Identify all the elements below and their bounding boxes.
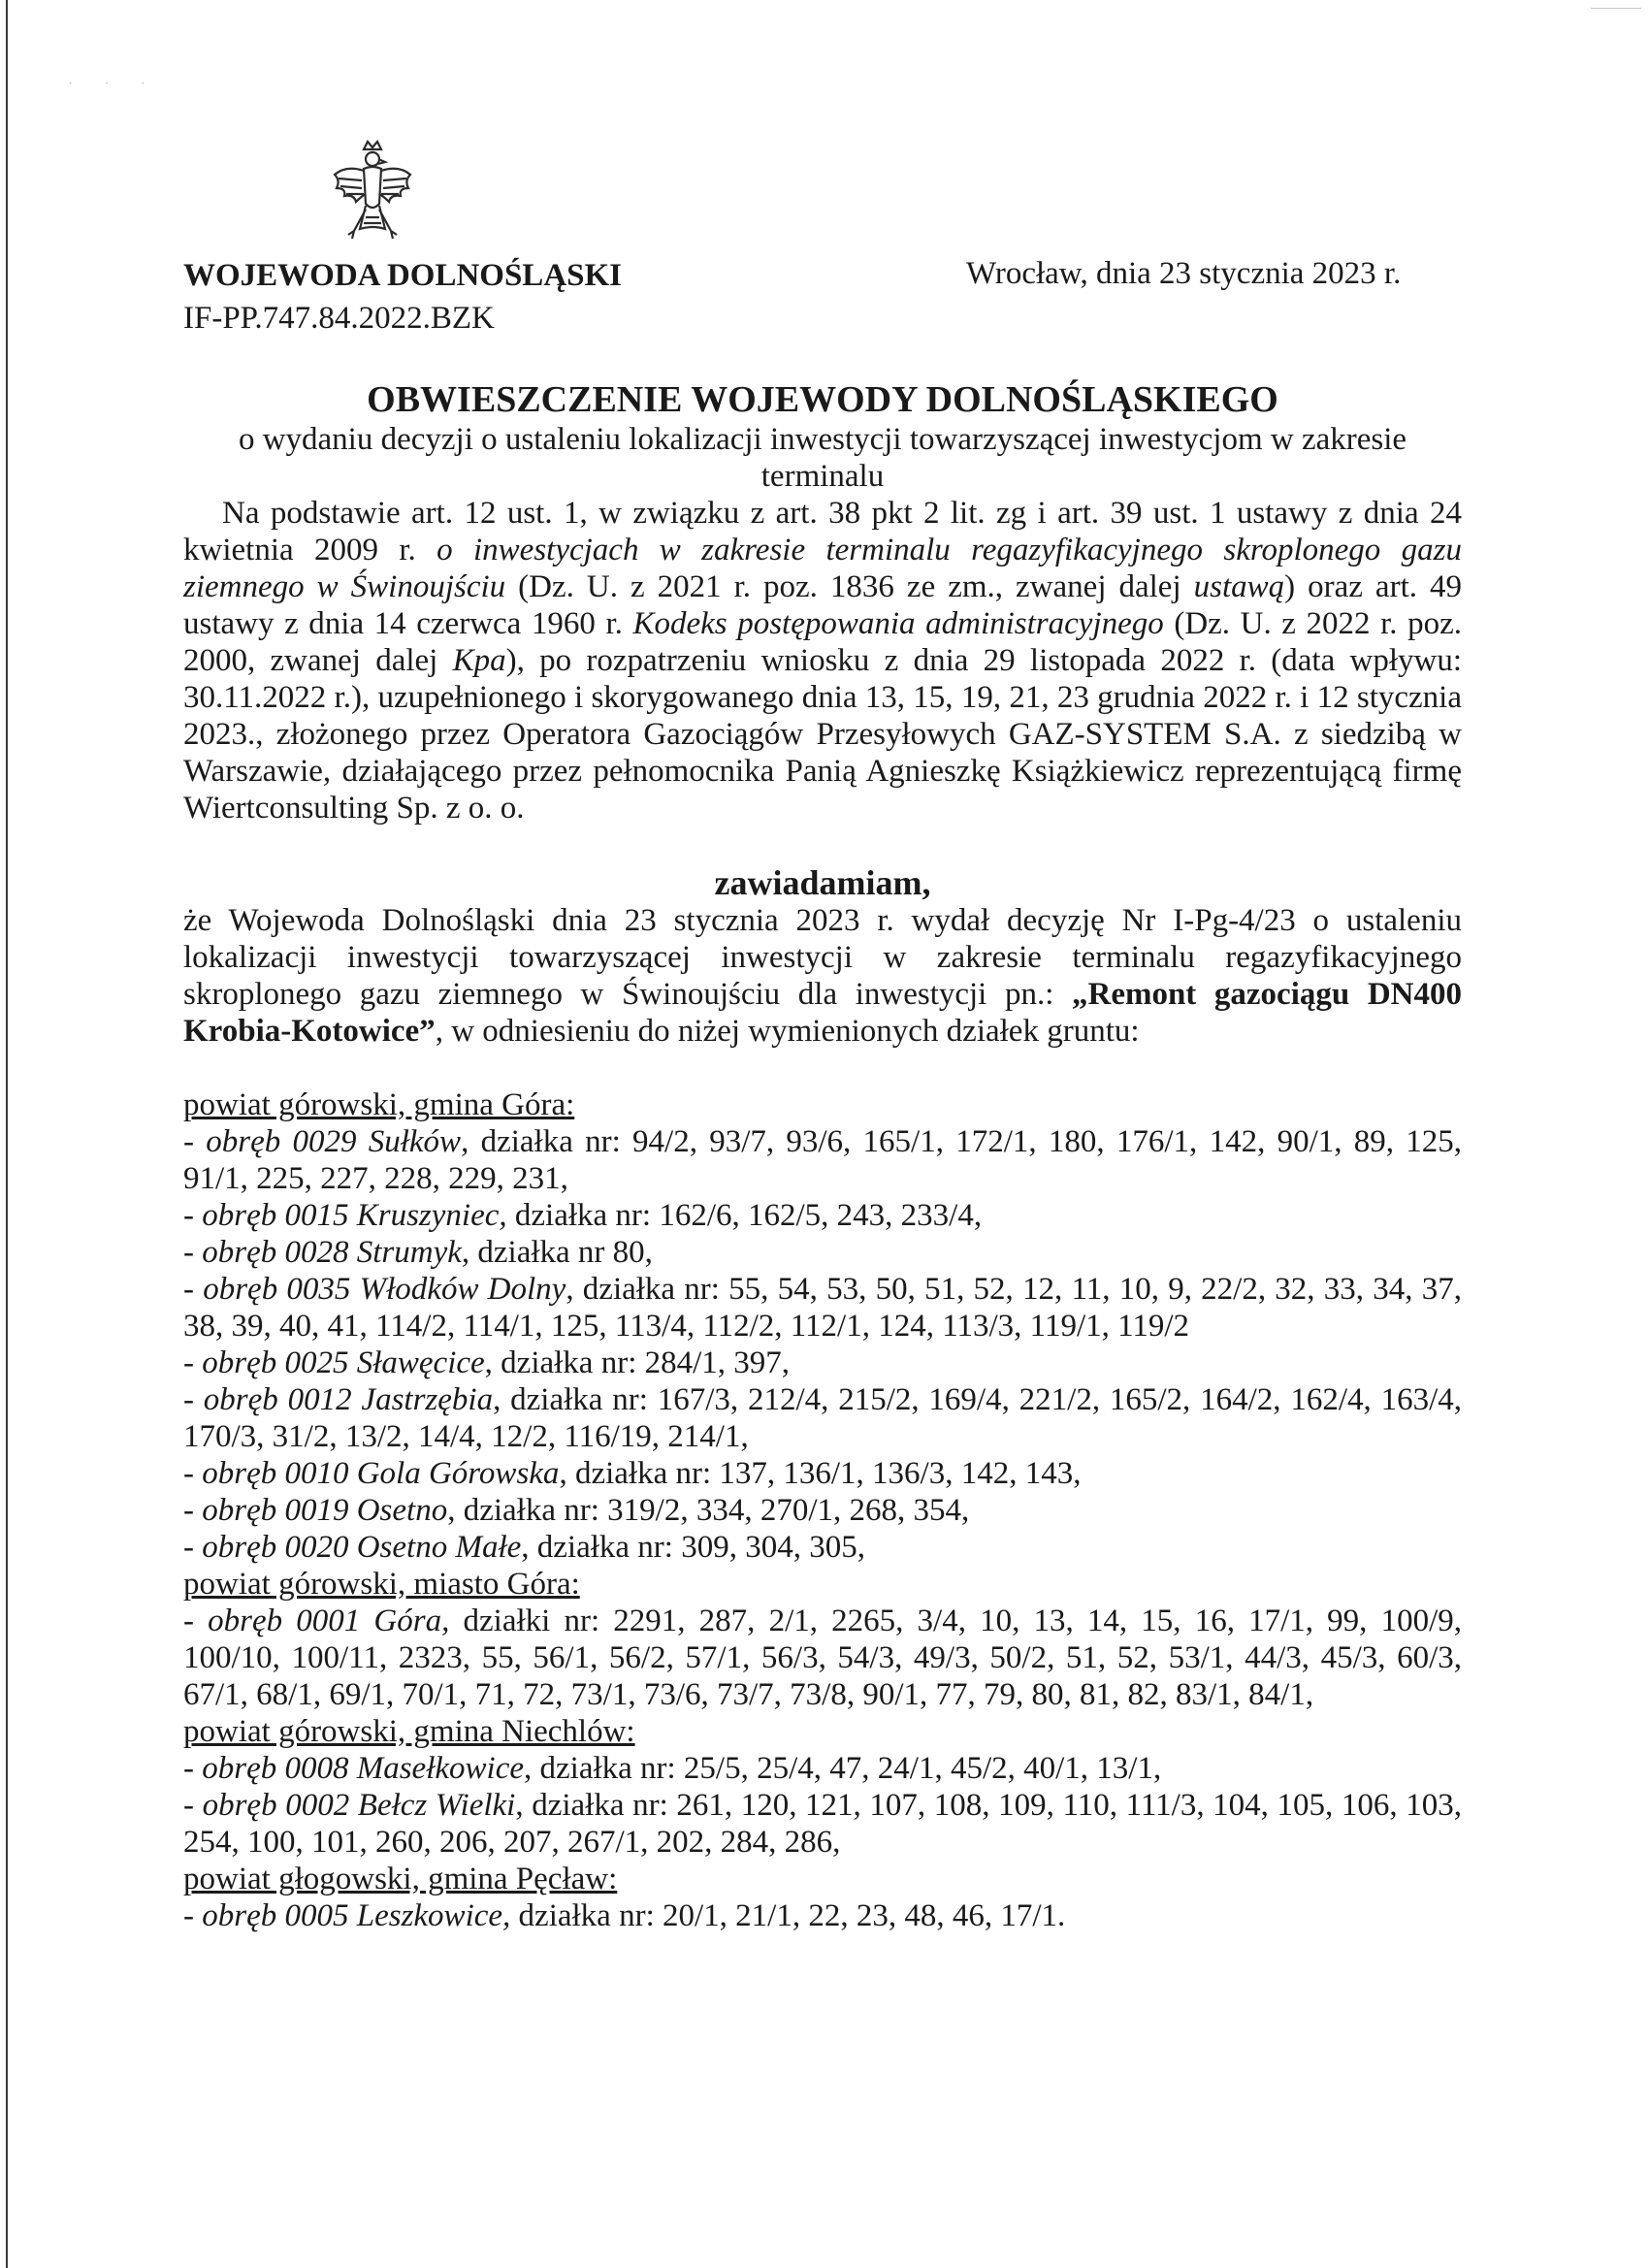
group-heading: powiat górowski, gmina Niechlów:: [183, 1714, 635, 1749]
investment-name: „Remont gazociągu DN400 Krobia-Kotowice”: [183, 977, 1462, 1049]
polish-eagle-emblem: [327, 136, 418, 260]
scan-top-line: [1591, 8, 1641, 9]
parcel-entry: - obręb 0029 Sułków, działka nr: 94/2, 93/7, 93/6, 165/1, 172/1, 180, 176/1, 142, 90/1, 89, 125, 91/1, 225, 227, 228, 229, 231,: [183, 1124, 1462, 1196]
parcel-entry: - obręb 0008 Masełkowice, działka nr: 25/5, 25/4, 47, 24/1, 45/2, 40/1, 13/1,: [183, 1751, 1162, 1786]
group-heading: powiat głogowski, gmina Pęcław:: [183, 1862, 618, 1896]
header-left: [183, 254, 622, 340]
document-title: OBWIESZCZENIE WOJEWODY DOLNOŚLĄSKIEGO: [367, 379, 1278, 420]
reference-number: IF-PP.747.84.2022.BZK: [183, 301, 495, 336]
act-title-kpa: Kodeks postępowania administracyjnego: [632, 606, 1164, 641]
parcel-entry: - obręb 0015 Kruszyniec, działka nr: 162/6, 162/5, 243, 233/4,: [183, 1198, 983, 1233]
group-heading: powiat górowski, miasto Góra:: [183, 1567, 580, 1602]
parcel-group: [183, 1713, 1462, 1861]
scan-noise: · · ·: [68, 76, 159, 92]
group-heading: powiat górowski, gmina Góra:: [183, 1087, 575, 1122]
parcel-entry: - obręb 0025 Sławęcice, działka nr: 284/1, 397,: [183, 1345, 791, 1380]
authority-name: WOJEWODA DOLNOŚLĄSKI: [183, 258, 623, 293]
parcel-entry: - obręb 0005 Leszkowice, działka nr: 20/1, 21/1, 22, 23, 48, 46, 17/1.: [183, 1898, 1066, 1933]
document-subtitle: o wydaniu decyzji o ustaleniu lokalizacji inwestycji towarzyszącej inwestycjom w zakresie terminalu: [238, 422, 1407, 494]
parcel-entry: - obręb 0028 Strumyk, działka nr 80,: [183, 1235, 653, 1270]
parcel-group: [183, 1861, 1462, 1934]
decision-paragraph: że Wojewoda Dolnośląski dnia 23 stycznia 2023 r. wydał decyzję Nr I-Pg-4/23 o ustaleniu lokalizacji inwestycji towarzyszącej inwestycji w zakresie terminalu regazyfikacyjnego skroplonego gazu ziemnego w Świnoujściu dla inwestycji pn.: „Remont gazociągu DN400 Krobia-Kotowice”, w odniesieniu do niżej wymienionych działek gruntu:: [183, 903, 1462, 1049]
parcel-group: [183, 1566, 1462, 1713]
parcel-entry: - obręb 0001 Góra, działki nr: 2291, 287, 2/1, 2265, 3/4, 10, 13, 14, 15, 16, 17/1, 99, 100/9, 100/10, 100/11, 2323, 55, 56/1, 56/2, 57/1, 56/3, 54/3, 49/3, 50/2, 51, 52, 53/1, 44/3, 45/3, 60/3, 67/1, 68/1, 69/1, 70/1, 71, 72, 73/1, 73/6, 73/7, 73/8, 90/1, 77, 79, 80, 81, 82, 83/1, 84/1,: [183, 1604, 1462, 1712]
parcel-entry: - obręb 0010 Gola Górowska, działka nr: 137, 136/1, 136/3, 142, 143,: [183, 1456, 1082, 1491]
scan-edge-line: [6, 0, 8, 2268]
parcel-entry: - obręb 0019 Osetno, działka nr: 319/2, 334, 270/1, 268, 354,: [183, 1493, 970, 1528]
parcel-entry: - obręb 0012 Jastrzębia, działka nr: 167/3, 212/4, 215/2, 169/4, 221/2, 165/2, 164/2, 162/4, 163/4, 170/3, 31/2, 13/2, 14/4, 12/2, 116/19, 214/1,: [183, 1382, 1463, 1454]
notify-heading: zawiadamiam,: [714, 863, 931, 902]
parcel-entry: - obręb 0020 Osetno Małe, działka nr: 309, 304, 305,: [183, 1530, 865, 1565]
parcel-entry: - obręb 0035 Włodków Dolny, działka nr: 55, 54, 53, 50, 51, 52, 12, 11, 10, 9, 22/2, 32, 33, 34, 37, 38, 39, 40, 41, 114/2, 114/1, 125, 113/4, 112/2, 112/1, 124, 113/3, 119/1, 119/2: [183, 1272, 1462, 1344]
document-body: [183, 378, 1462, 1934]
document-date: Wrocław, dnia 23 stycznia 2023 r.: [966, 256, 1402, 291]
act-title-terminal: o inwestycjach w zakresie terminalu regazyfikacyjnego skroplonego gazu ziemnego w Świnoujściu: [183, 533, 1462, 604]
parcel-group: [183, 1086, 1462, 1566]
legal-basis-paragraph: Na podstawie art. 12 ust. 1, w związku z art. 38 pkt 2 lit. zg i art. 39 ust. 1 ustawy z dnia 24 kwietnia 2009 r. o inwestycjach w zakresie terminalu regazyfikacyjnego skroplonego gazu ziemnego w Świnoujściu (Dz. U. z 2021 r. poz. 1836 ze zm., zwanej dalej ustawą) oraz art. 49 ustawy z dnia 14 czerwca 1960 r. Kodeks postępowania administracyjnego (Dz. U. z 2022 r. poz. 2000, zwanej dalej Kpa), po rozpatrzeniu wniosku z dnia 29 listopada 2022 r. (data wpływu: 30.11.2022 r.), uzupełnionego i skorygowanego dnia 13, 15, 19, 21, 23 grudnia 2022 r. i 12 stycznia 2023., złożonego przez Operatora Gazociągów Przesyłowych GAZ-SYSTEM S.A. z siedzibą w Warszawie, działającego przez pełnomocnika Panią Agnieszkę Książkiewicz reprezentującą firmę Wiertconsulting Sp. z o. o.: [183, 496, 1462, 826]
parcel-entry: - obręb 0002 Bełcz Wielki, działka nr: 261, 120, 121, 107, 108, 109, 110, 111/3, 104, 105, 106, 103, 254, 100, 101, 260, 206, 207, 267/1, 202, 284, 286,: [183, 1788, 1462, 1860]
parcel-groups: [183, 1086, 1462, 1934]
